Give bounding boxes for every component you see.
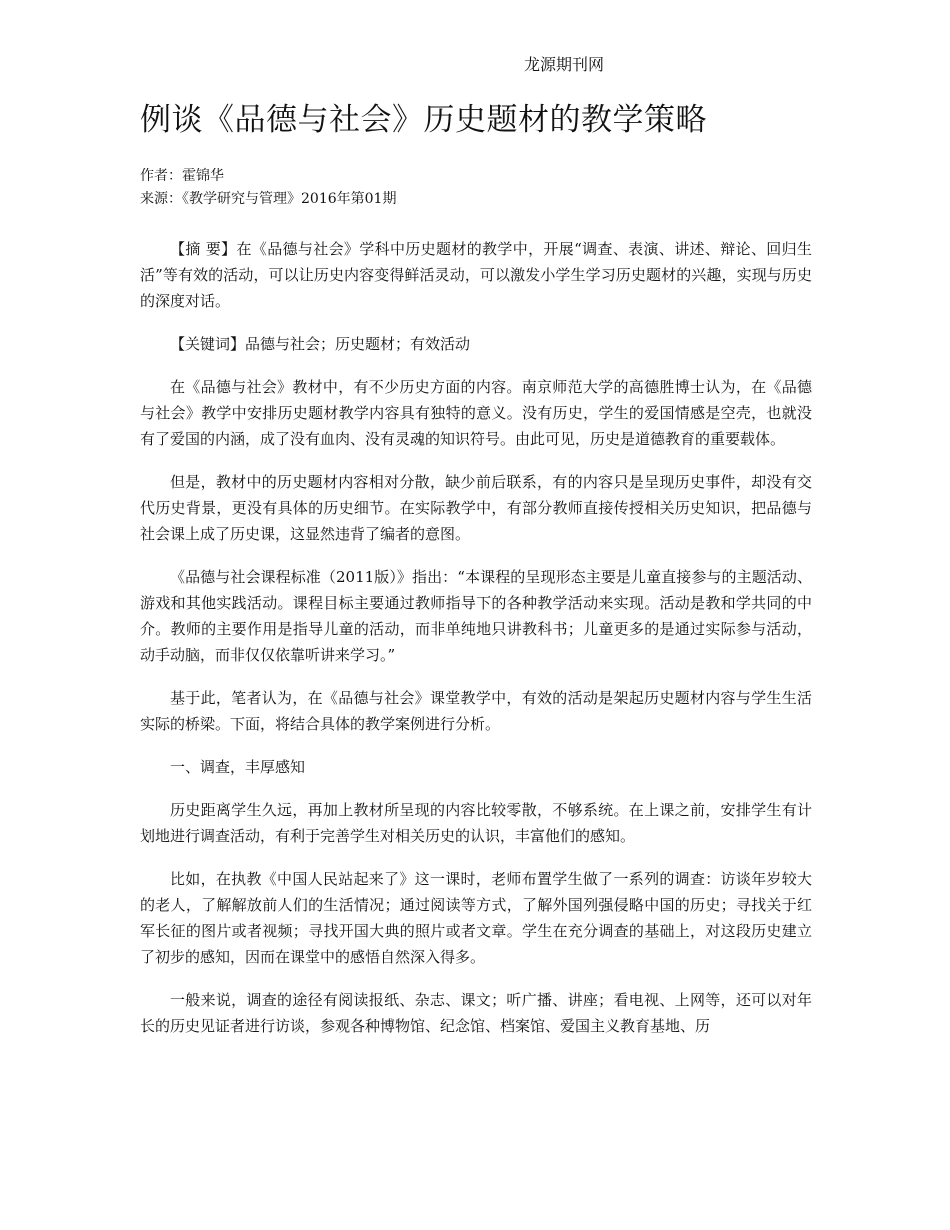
article-meta — [140, 165, 396, 211]
abstract-paragraph: 【摘 要】在《品德与社会》学科中历史题材的教学中，开展“调查、表演、讲述、辩论、回归生活”等有效的活动，可以让历史内容变得鲜活灵动，可以激发小学生学习历史题材的兴趣，实现与历史的深度对话。 — [140, 240, 812, 310]
article-body — [140, 236, 812, 1056]
body-paragraph: 但是，教材中的历史题材内容相对分散，缺少前后联系，有的内容只是呈现历史事件，却没有交代历史背景，更没有具体的历史细节。在实际教学中，有部分教师直接传授相关历史知识，把品德与社会课上成了历史课，这显然违背了编者的意图。 — [140, 473, 812, 543]
author-line: 作者：霍锦华 — [140, 168, 224, 184]
body-paragraph: 《品德与社会课程标准（2011版）》指出：“本课程的呈现形态主要是儿童直接参与的主题活动、游戏和其他实践活动。课程目标主要通过教师指导下的各种教学活动来实现。活动是教和学共同的中介。教师的主要作用是指导儿童的活动，而非单纯地只讲教科书；儿童更多的是通过实际参与活动，动手动脑，而非仅仅依靠听讲来学习。” — [140, 568, 812, 664]
keywords-paragraph: 【关键词】品德与社会；历史题材；有效活动 — [170, 335, 471, 353]
site-name: 龙源期刊网 — [524, 55, 605, 74]
section-heading: 一、调查，丰厚感知 — [170, 758, 306, 776]
body-paragraph: 历史距离学生久远，再加上教材所呈现的内容比较零散，不够系统。在上课之前，安排学生有计划地进行调查活动，有利于完善学生对相关历史的认识，丰富他们的感知。 — [140, 801, 812, 845]
source-line: 来源：《教学研究与管理》2016年第01期 — [140, 191, 397, 207]
body-paragraph: 一般来说，调查的途径有阅读报纸、杂志、课文；听广播、讲座；看电视、上网等，还可以对年长的历史见证者进行访谈，参观各种博物馆、纪念馆、档案馆、爱国主义教育基地、历 — [140, 991, 812, 1035]
body-paragraph: 基于此，笔者认为，在《品德与社会》课堂教学中，有效的活动是架起历史题材内容与学生生活实际的桥梁。下面，将结合具体的教学案例进行分析。 — [140, 689, 812, 733]
body-paragraph: 在《品德与社会》教材中，有不少历史方面的内容。南京师范大学的高德胜博士认为，在《品德与社会》教学中安排历史题材教学内容具有独特的意义。没有历史，学生的爱国情感是空壳，也就没有了爱国的内涵，成了没有血肉、没有灵魂的知识符号。由此可见，历史是道德教育的重要载体。 — [140, 378, 812, 448]
article-title: 例谈《品德与社会》历史题材的教学策略 — [140, 102, 707, 138]
body-paragraph: 比如，在执教《中国人民站起来了》这一课时，老师布置学生做了一系列的调查：访谈年岁较大的老人，了解解放前人们的生活情况；通过阅读等方式，了解外国列强侵略中国的历史；寻找关于红军长征的图片或者视频；寻找开国大典的照片或者文章。学生在充分调查的基础上，对这段历史建立了初步的感知，因而在课堂中的感悟自然深入得多。 — [140, 870, 812, 966]
